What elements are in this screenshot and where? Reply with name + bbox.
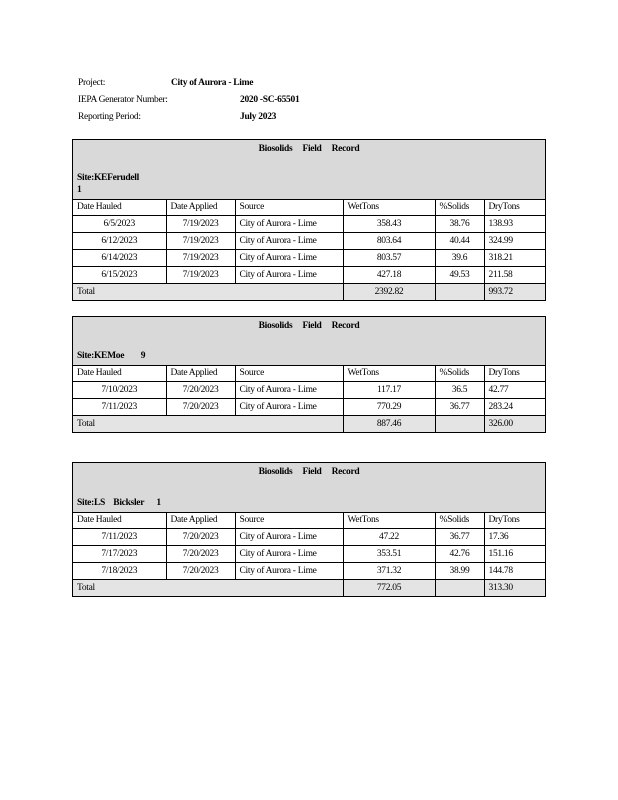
table-row — [73, 563, 545, 580]
col-date-applied: Date Applied — [166, 513, 235, 529]
cell-solids: 36.77 — [435, 529, 484, 546]
col-source: Source — [235, 513, 343, 529]
cell-date-applied: 7/20/2023 — [166, 546, 235, 563]
cell-date-hauled: 7/11/2023 — [73, 399, 166, 416]
col-source: Source — [235, 200, 343, 216]
cell-solids: 36.77 — [435, 399, 484, 416]
cell-dry-tons: 318.21 — [484, 250, 545, 267]
section-title: Biosolids Field Record — [258, 467, 360, 477]
cell-dry-tons: 324.99 — [484, 233, 545, 250]
cell-solids: 39.6 — [435, 250, 484, 267]
col-date-applied: Date Applied — [166, 366, 235, 382]
col-date-hauled: Date Hauled — [73, 366, 166, 382]
cell-solids: 38.99 — [435, 563, 484, 580]
cell-date-applied: 7/19/2023 — [166, 267, 235, 284]
cell-wet-tons: 427.18 — [343, 267, 435, 284]
section-title: Biosolids Field Record — [258, 144, 360, 154]
total-dry-tons: 313.30 — [484, 580, 545, 597]
col-solids: %Solids — [435, 200, 484, 216]
cell-source: City of Aurora - Lime — [235, 267, 343, 284]
total-solids-empty — [435, 284, 484, 301]
col-wet-tons: WetTons — [343, 513, 435, 529]
cell-wet-tons: 770.29 — [343, 399, 435, 416]
total-label: Total — [73, 416, 343, 433]
col-solids: %Solids — [435, 513, 484, 529]
col-dry-tons: DryTons — [484, 366, 545, 382]
table-row — [73, 529, 545, 546]
field-record-table — [73, 366, 545, 432]
cell-source: City of Aurora - Lime — [235, 233, 343, 250]
section-header — [73, 463, 545, 513]
section-header — [73, 317, 545, 366]
table-row — [73, 382, 545, 399]
period-label: Reporting Period: — [78, 112, 141, 122]
table-row — [73, 546, 545, 563]
cell-date-applied: 7/19/2023 — [166, 216, 235, 233]
total-solids-empty — [435, 416, 484, 433]
period-value: July 2023 — [240, 112, 277, 122]
cell-source: City of Aurora - Lime — [235, 546, 343, 563]
project-value: City of Aurora - Lime — [171, 78, 254, 88]
col-wet-tons: WetTons — [343, 366, 435, 382]
col-source: Source — [235, 366, 343, 382]
total-dry-tons: 326.00 — [484, 416, 545, 433]
cell-dry-tons: 138.93 — [484, 216, 545, 233]
col-dry-tons: DryTons — [484, 200, 545, 216]
col-wet-tons: WetTons — [343, 200, 435, 216]
cell-wet-tons: 353.51 — [343, 546, 435, 563]
cell-wet-tons: 803.57 — [343, 250, 435, 267]
total-wet-tons: 2392.82 — [343, 284, 435, 301]
cell-dry-tons: 42.77 — [484, 382, 545, 399]
cell-date-applied: 7/20/2023 — [166, 529, 235, 546]
total-solids-empty — [435, 580, 484, 597]
field-record-table — [73, 200, 545, 300]
project-label: Project: — [78, 78, 106, 88]
cell-wet-tons: 47.22 — [343, 529, 435, 546]
cell-solids: 40.44 — [435, 233, 484, 250]
cell-dry-tons: 211.58 — [484, 267, 545, 284]
cell-date-hauled: 7/18/2023 — [73, 563, 166, 580]
cell-wet-tons: 371.32 — [343, 563, 435, 580]
field-record-table — [73, 513, 545, 596]
col-dry-tons: DryTons — [484, 513, 545, 529]
total-label: Total — [73, 580, 343, 597]
cell-date-applied: 7/20/2023 — [166, 382, 235, 399]
column-header-row — [73, 200, 545, 216]
cell-date-hauled: 7/11/2023 — [73, 529, 166, 546]
cell-source: City of Aurora - Lime — [235, 216, 343, 233]
cell-dry-tons: 283.24 — [484, 399, 545, 416]
total-dry-tons: 993.72 — [484, 284, 545, 301]
total-row — [73, 416, 545, 433]
total-label: Total — [73, 284, 343, 301]
section-header — [73, 140, 545, 200]
cell-solids: 38.76 — [435, 216, 484, 233]
cell-date-hauled: 6/5/2023 — [73, 216, 166, 233]
field-record-section-3 — [72, 462, 546, 597]
cell-source: City of Aurora - Lime — [235, 563, 343, 580]
table-row — [73, 267, 545, 284]
col-solids: %Solids — [435, 366, 484, 382]
site-name: Site:LS Bicksler 1 — [77, 498, 161, 508]
site-name: Site:KEMoe 9 — [77, 351, 146, 361]
cell-dry-tons: 17.36 — [484, 529, 545, 546]
cell-dry-tons: 151.16 — [484, 546, 545, 563]
total-wet-tons: 772.05 — [343, 580, 435, 597]
cell-date-hauled: 6/12/2023 — [73, 233, 166, 250]
section-title: Biosolids Field Record — [258, 321, 360, 331]
cell-wet-tons: 117.17 — [343, 382, 435, 399]
cell-date-applied: 7/19/2023 — [166, 233, 235, 250]
column-header-row — [73, 366, 545, 382]
cell-solids: 36.5 — [435, 382, 484, 399]
total-wet-tons: 887.46 — [343, 416, 435, 433]
col-date-hauled: Date Hauled — [73, 200, 166, 216]
cell-date-hauled: 6/15/2023 — [73, 267, 166, 284]
cell-source: City of Aurora - Lime — [235, 250, 343, 267]
cell-date-applied: 7/19/2023 — [166, 250, 235, 267]
cell-source: City of Aurora - Lime — [235, 399, 343, 416]
cell-wet-tons: 803.64 — [343, 233, 435, 250]
site-name: Site:KEFerudell 1 — [77, 173, 139, 195]
cell-wet-tons: 358.43 — [343, 216, 435, 233]
generator-value: 2020 -SC-65501 — [240, 95, 300, 105]
table-row — [73, 233, 545, 250]
column-header-row — [73, 513, 545, 529]
cell-source: City of Aurora - Lime — [235, 529, 343, 546]
cell-solids: 42.76 — [435, 546, 484, 563]
cell-date-applied: 7/20/2023 — [166, 399, 235, 416]
total-row — [73, 284, 545, 301]
cell-date-hauled: 7/10/2023 — [73, 382, 166, 399]
cell-dry-tons: 144.78 — [484, 563, 545, 580]
cell-date-hauled: 7/17/2023 — [73, 546, 166, 563]
total-row — [73, 580, 545, 597]
cell-solids: 49.53 — [435, 267, 484, 284]
table-row — [73, 250, 545, 267]
col-date-applied: Date Applied — [166, 200, 235, 216]
cell-date-hauled: 6/14/2023 — [73, 250, 166, 267]
table-row — [73, 399, 545, 416]
table-row — [73, 216, 545, 233]
generator-label: IEPA Generator Number: — [78, 95, 168, 105]
field-record-section-2 — [72, 316, 546, 433]
cell-source: City of Aurora - Lime — [235, 382, 343, 399]
col-date-hauled: Date Hauled — [73, 513, 166, 529]
cell-date-applied: 7/20/2023 — [166, 563, 235, 580]
field-record-section-1 — [72, 139, 546, 301]
